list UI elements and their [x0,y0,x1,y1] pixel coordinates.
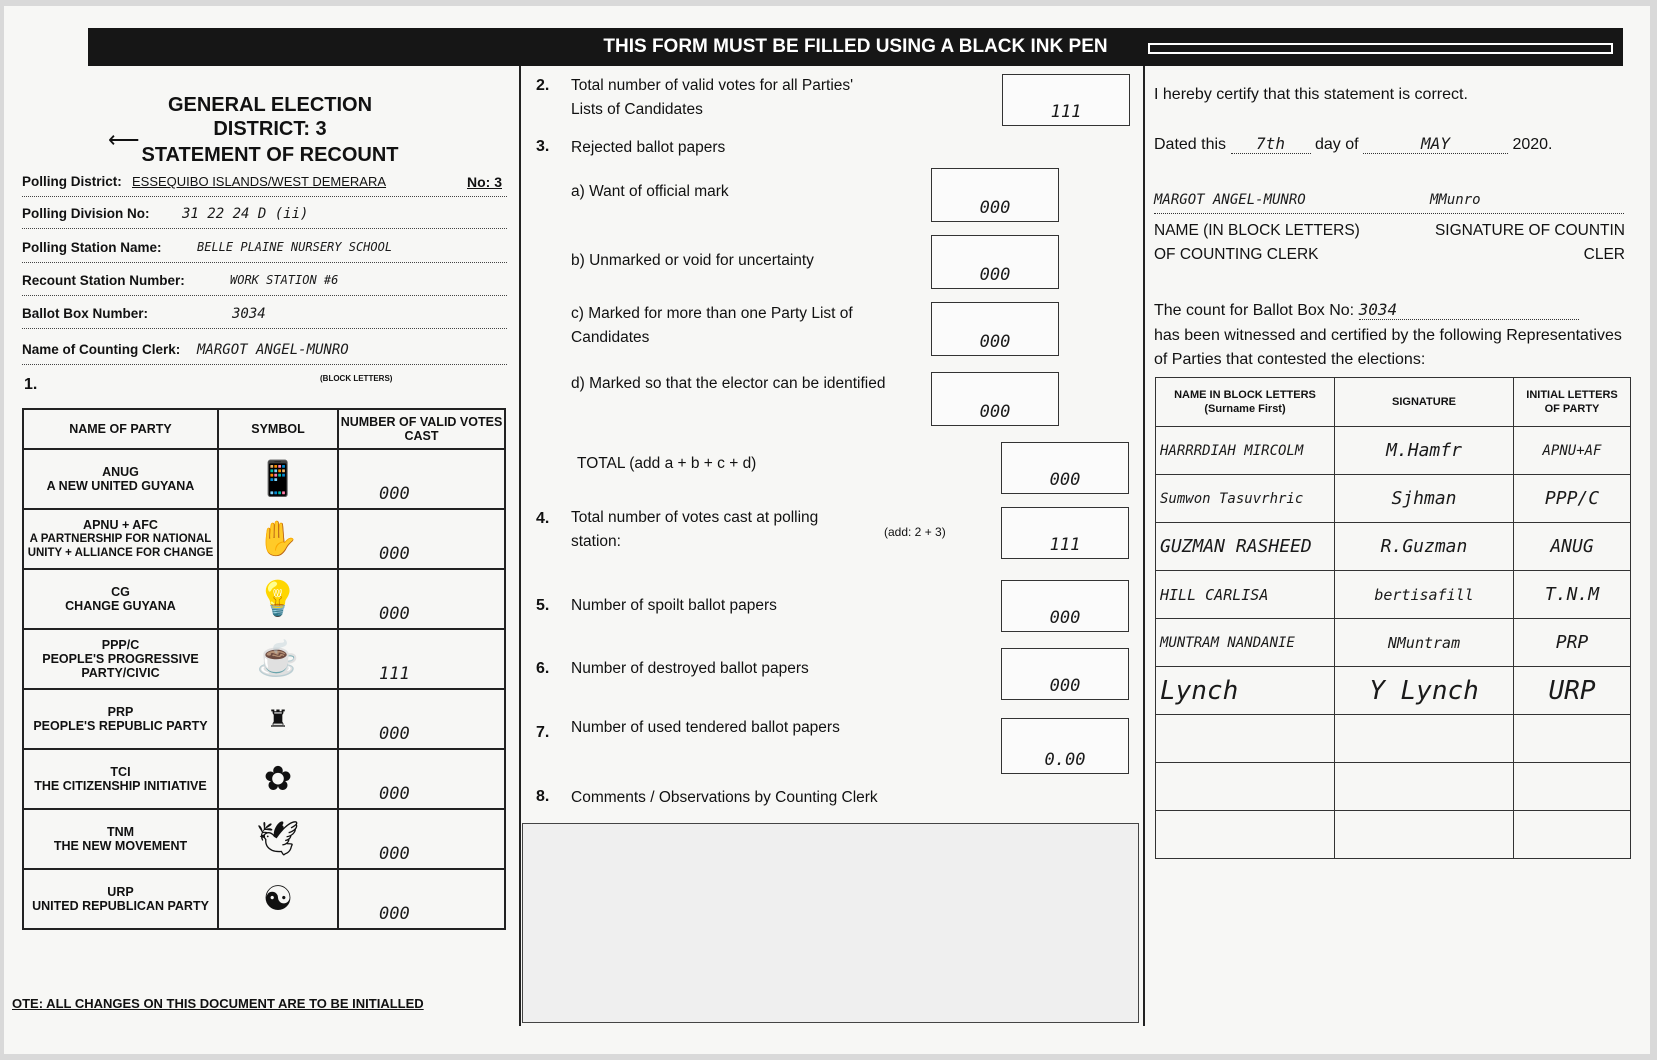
votes-value: 000 [379,604,410,624]
party-cell [23,749,218,809]
s2-label: Total number of valid votes for all Parties' Lists of Candidates [571,77,854,118]
votes-value: 000 [379,844,410,864]
polling-district-label: Polling District: [22,174,122,189]
party-abbr: TNM [106,825,135,839]
rep-party[interactable]: T.N.M [1514,571,1631,619]
day-of-label: day of [1314,136,1359,153]
party-row-anug [23,449,505,509]
votes-value: 000 [379,484,410,504]
rep-header-name: NAME IN BLOCK LETTERS (Surname First) [1156,378,1335,427]
ballot-box-value: 3034 [232,306,266,322]
s2-valid-votes-box[interactable] [1002,74,1130,126]
arrow-icon: ⟵ [108,127,140,152]
recount-station-value: WORK STATION #6 [230,273,339,287]
rep-signature[interactable] [1335,715,1514,763]
party-cell [23,689,218,749]
rep-party[interactable]: ANUG [1514,523,1631,571]
s3b-box[interactable] [931,235,1059,289]
s5-box[interactable] [1001,580,1129,632]
clerk-signature[interactable]: MMunro [1430,192,1481,208]
header-symbol: SYMBOL [218,409,338,449]
comments-box[interactable] [522,823,1139,1023]
party-abbr: ANUG [102,465,139,479]
s3c-value: 000 [979,332,1011,352]
party-row-cg [23,569,505,629]
rep-name[interactable]: Sumwon Tasuvrhric [1156,475,1335,523]
rep-signature[interactable] [1335,811,1514,859]
party-abbr: APNU + AFC [83,518,158,532]
rep-row [1156,619,1631,667]
votes-cell[interactable] [338,809,505,869]
s3-number: 3. [536,138,550,155]
party-abbr: TCI [110,765,131,779]
party-name: PEOPLE'S REPUBLIC PARTY [33,719,208,733]
reps-header [1156,378,1631,427]
month-value[interactable]: MAY [1363,134,1508,154]
party-name: UNITED REPUBLICAN PARTY [32,899,209,913]
s7-box[interactable] [1001,718,1129,774]
polling-division-label: Polling Division No: [22,206,150,221]
rep-row [1156,763,1631,811]
s8-label: Comments / Observations by Counting Clerk [571,789,878,806]
votes-cell[interactable] [338,869,505,929]
witness-text: has been witnessed and certified by the following Representatives of Parties that contested the elections: [1154,327,1622,368]
s3b-label: b) Unmarked or void for uncertainty [571,252,814,269]
s2-number: 2. [536,77,550,94]
s3d-label: d) Marked so that the elector can be identified [571,375,886,392]
rep-signature[interactable]: Sjhman [1335,475,1514,523]
party-row-apnu-afc [23,509,505,569]
party-cell [23,509,218,569]
party-representatives-table [1155,377,1631,859]
polling-district-field[interactable] [22,174,507,197]
s3a-box[interactable] [931,168,1059,222]
party-row-pppc [23,629,505,689]
s7-number: 7. [536,724,550,741]
rep-signature[interactable]: R.Guzman [1335,523,1514,571]
s7-label: Number of used tendered ballot papers [571,719,840,736]
header-party: NAME OF PARTY [23,409,218,449]
s5-value: 000 [1049,608,1081,628]
s2-value: 111 [1050,102,1082,122]
polling-division-value: 31 22 24 D (ii) [182,206,309,222]
hand-key-icon: ✋ [218,509,338,569]
s3a-label: a) Want of official mark [571,183,729,200]
s3-label: Rejected ballot papers [571,139,726,156]
count-ballot-box-line [1154,300,1579,320]
rep-name[interactable]: Lynch [1156,667,1335,715]
polling-station-field[interactable] [22,240,507,263]
party-row-tnm [23,809,505,869]
ballot-box-label: Ballot Box Number: [22,306,149,321]
lightbulb-icon: 💡 [218,569,338,629]
rep-party[interactable]: URP [1514,667,1631,715]
s6-box[interactable] [1001,648,1129,700]
votes-cell[interactable] [338,449,505,509]
rep-name[interactable] [1156,811,1335,859]
mobile-phone-icon: 📱 [218,449,338,509]
rep-party[interactable]: PRP [1514,619,1631,667]
rep-row [1156,475,1631,523]
party-cell [23,449,218,509]
title-district: DISTRICT: 3 [213,118,327,140]
rep-row [1156,427,1631,475]
cup-icon: ☕ [218,629,338,689]
polling-division-field[interactable] [22,206,507,229]
rep-header-party: INITIAL LETTERS OF PARTY [1514,378,1631,427]
header-votes: NUMBER OF VALID VOTES CAST [338,409,505,449]
certify-statement: I hereby certify that this statement is correct. [1154,86,1468,103]
rep-row [1156,571,1631,619]
rep-party[interactable] [1514,811,1631,859]
count-ballot-box-value[interactable]: 3034 [1359,300,1579,320]
form-banner: THIS FORM MUST BE FILLED USING A BLACK INK PEN [88,28,1623,66]
signature-line [1154,213,1624,214]
initial-changes-note: OTE: ALL CHANGES ON THIS DOCUMENT ARE TO BE INITIALLED [12,996,424,1011]
eagle-icon: 🕊 [218,809,338,869]
rep-signature[interactable]: bertisafill [1335,571,1514,619]
polling-district-value: ESSEQUIBO ISLANDS/WEST DEMERARA [132,174,387,189]
s5-label: Number of spoilt ballot papers [571,597,777,614]
rep-name[interactable] [1156,763,1335,811]
party-row-prp [23,689,505,749]
party-cell [23,569,218,629]
recount-station-field[interactable] [22,273,507,296]
column-divider-right [1143,66,1145,1026]
rep-party[interactable] [1514,763,1631,811]
rep-name[interactable]: GUZMAN RASHEED [1156,523,1335,571]
party-table-header [23,409,505,449]
votes-value: 000 [379,724,410,744]
s5-number: 5. [536,597,550,614]
s4-label: Total number of votes cast at polling station: [571,509,819,550]
title-general-election: GENERAL ELECTION [167,94,373,116]
votes-cell[interactable] [338,749,505,809]
party-name: THE NEW MOVEMENT [53,839,188,853]
polling-station-value: BELLE PLAINE NURSERY SCHOOL [197,240,393,254]
flower-icon: ✿ [218,749,338,809]
rep-name[interactable] [1156,715,1335,763]
party-abbr: URP [107,885,134,899]
lamp-icon: ♜ [218,689,338,749]
counting-clerk-label: Name of Counting Clerk: [22,342,181,357]
year-label: 2020. [1512,136,1553,153]
party-row-tci [23,749,505,809]
votes-value: 000 [379,544,410,564]
day-value[interactable]: 7th [1231,134,1311,154]
s4-value: 111 [1049,535,1081,555]
block-letters-hint: (BLOCK LETTERS) [320,374,393,383]
party-row-urp [23,869,505,929]
rep-name[interactable]: HARRRDIAH MIRCOLM [1156,427,1335,475]
counting-clerk-value: MARGOT ANGEL-MUNRO [197,342,349,358]
total-value: 000 [1049,470,1081,490]
name-block-letters-label: NAME (IN BLOCK LETTERS) OF COUNTING CLERK [1154,222,1360,263]
rep-header-signature: SIGNATURE [1335,378,1514,427]
party-cell [23,629,218,689]
rep-party[interactable]: APNU+AF [1514,427,1631,475]
party-cell [23,869,218,929]
votes-value: 000 [379,904,410,924]
votes-cell[interactable] [338,629,505,689]
section-1-number: 1. [24,376,38,393]
dated-this-label: Dated this [1154,136,1227,153]
title-statement-of-recount: STATEMENT OF RECOUNT [141,144,399,166]
s3c-label: c) Marked for more than one Party List of Candidates [571,305,853,346]
count-label: The count for Ballot Box No: [1154,302,1355,319]
total-label: TOTAL (add a + b + c + d) [577,455,757,472]
column-divider-left [519,66,521,1026]
s4-number: 4. [536,510,550,527]
party-name: THE CITIZENSHIP INITIATIVE [34,779,207,793]
rep-name[interactable]: MUNTRAM NANDANIE [1156,619,1335,667]
polling-district-no: No: 3 [467,174,502,190]
dated-line [1154,134,1553,154]
votes-value: 000 [379,784,410,804]
s4-add-hint: (add: 2 + 3) [884,525,946,539]
s7-value: 0.00 [1044,750,1086,770]
s3b-value: 000 [979,265,1011,285]
rep-signature[interactable]: M.Hamfr [1335,427,1514,475]
rep-name[interactable]: HILL CARLISA [1156,571,1335,619]
rep-party[interactable] [1514,715,1631,763]
votes-cell[interactable] [338,689,505,749]
rep-row [1156,715,1631,763]
ballot-box-field[interactable] [22,306,507,329]
party-abbr: PPP/C [101,638,140,652]
votes-value: 111 [379,664,410,684]
party-name: PEOPLE'S PROGRESSIVE PARTY/CIVIC [42,652,199,680]
polling-station-label: Polling Station Name: [22,240,162,255]
recount-station-label: Recount Station Number: [22,273,185,288]
s3d-box[interactable] [931,372,1059,426]
s6-value: 000 [1049,676,1081,696]
rep-signature[interactable]: NMuntram [1335,619,1514,667]
rep-party[interactable]: PPP/C [1514,475,1631,523]
rep-row [1156,523,1631,571]
party-cell [23,809,218,869]
votes-cell[interactable] [338,509,505,569]
s4-box[interactable] [1001,507,1129,559]
party-votes-table [22,408,506,930]
s6-number: 6. [536,660,550,677]
rep-signature[interactable]: Y Lynch [1335,667,1514,715]
s3c-box[interactable] [931,302,1059,356]
votes-cell[interactable] [338,569,505,629]
party-name: A NEW UNITED GUYANA [46,479,195,493]
signature-counting-clerk-label: SIGNATURE OF COUNTIN CLER [1434,222,1625,263]
rep-row [1156,811,1631,859]
party-name: A PARTNERSHIP FOR NATIONAL UNITY + ALLIANCE FOR CHANGE [27,533,214,559]
rep-signature[interactable] [1335,763,1514,811]
clerk-name-handwritten[interactable]: MARGOT ANGEL-MUNRO [1154,192,1306,208]
s8-number: 8. [536,788,550,805]
counting-clerk-field[interactable] [22,342,507,365]
rep-row [1156,667,1631,715]
s6-label: Number of destroyed ballot papers [571,660,809,677]
party-name: CHANGE GUYANA [65,599,176,613]
s3a-value: 000 [979,198,1011,218]
total-box[interactable] [1001,442,1129,494]
party-abbr: CG [111,585,130,599]
party-abbr: PRP [107,705,134,719]
s3d-value: 000 [979,402,1011,422]
yin-yang-icon: ☯ [218,869,338,929]
